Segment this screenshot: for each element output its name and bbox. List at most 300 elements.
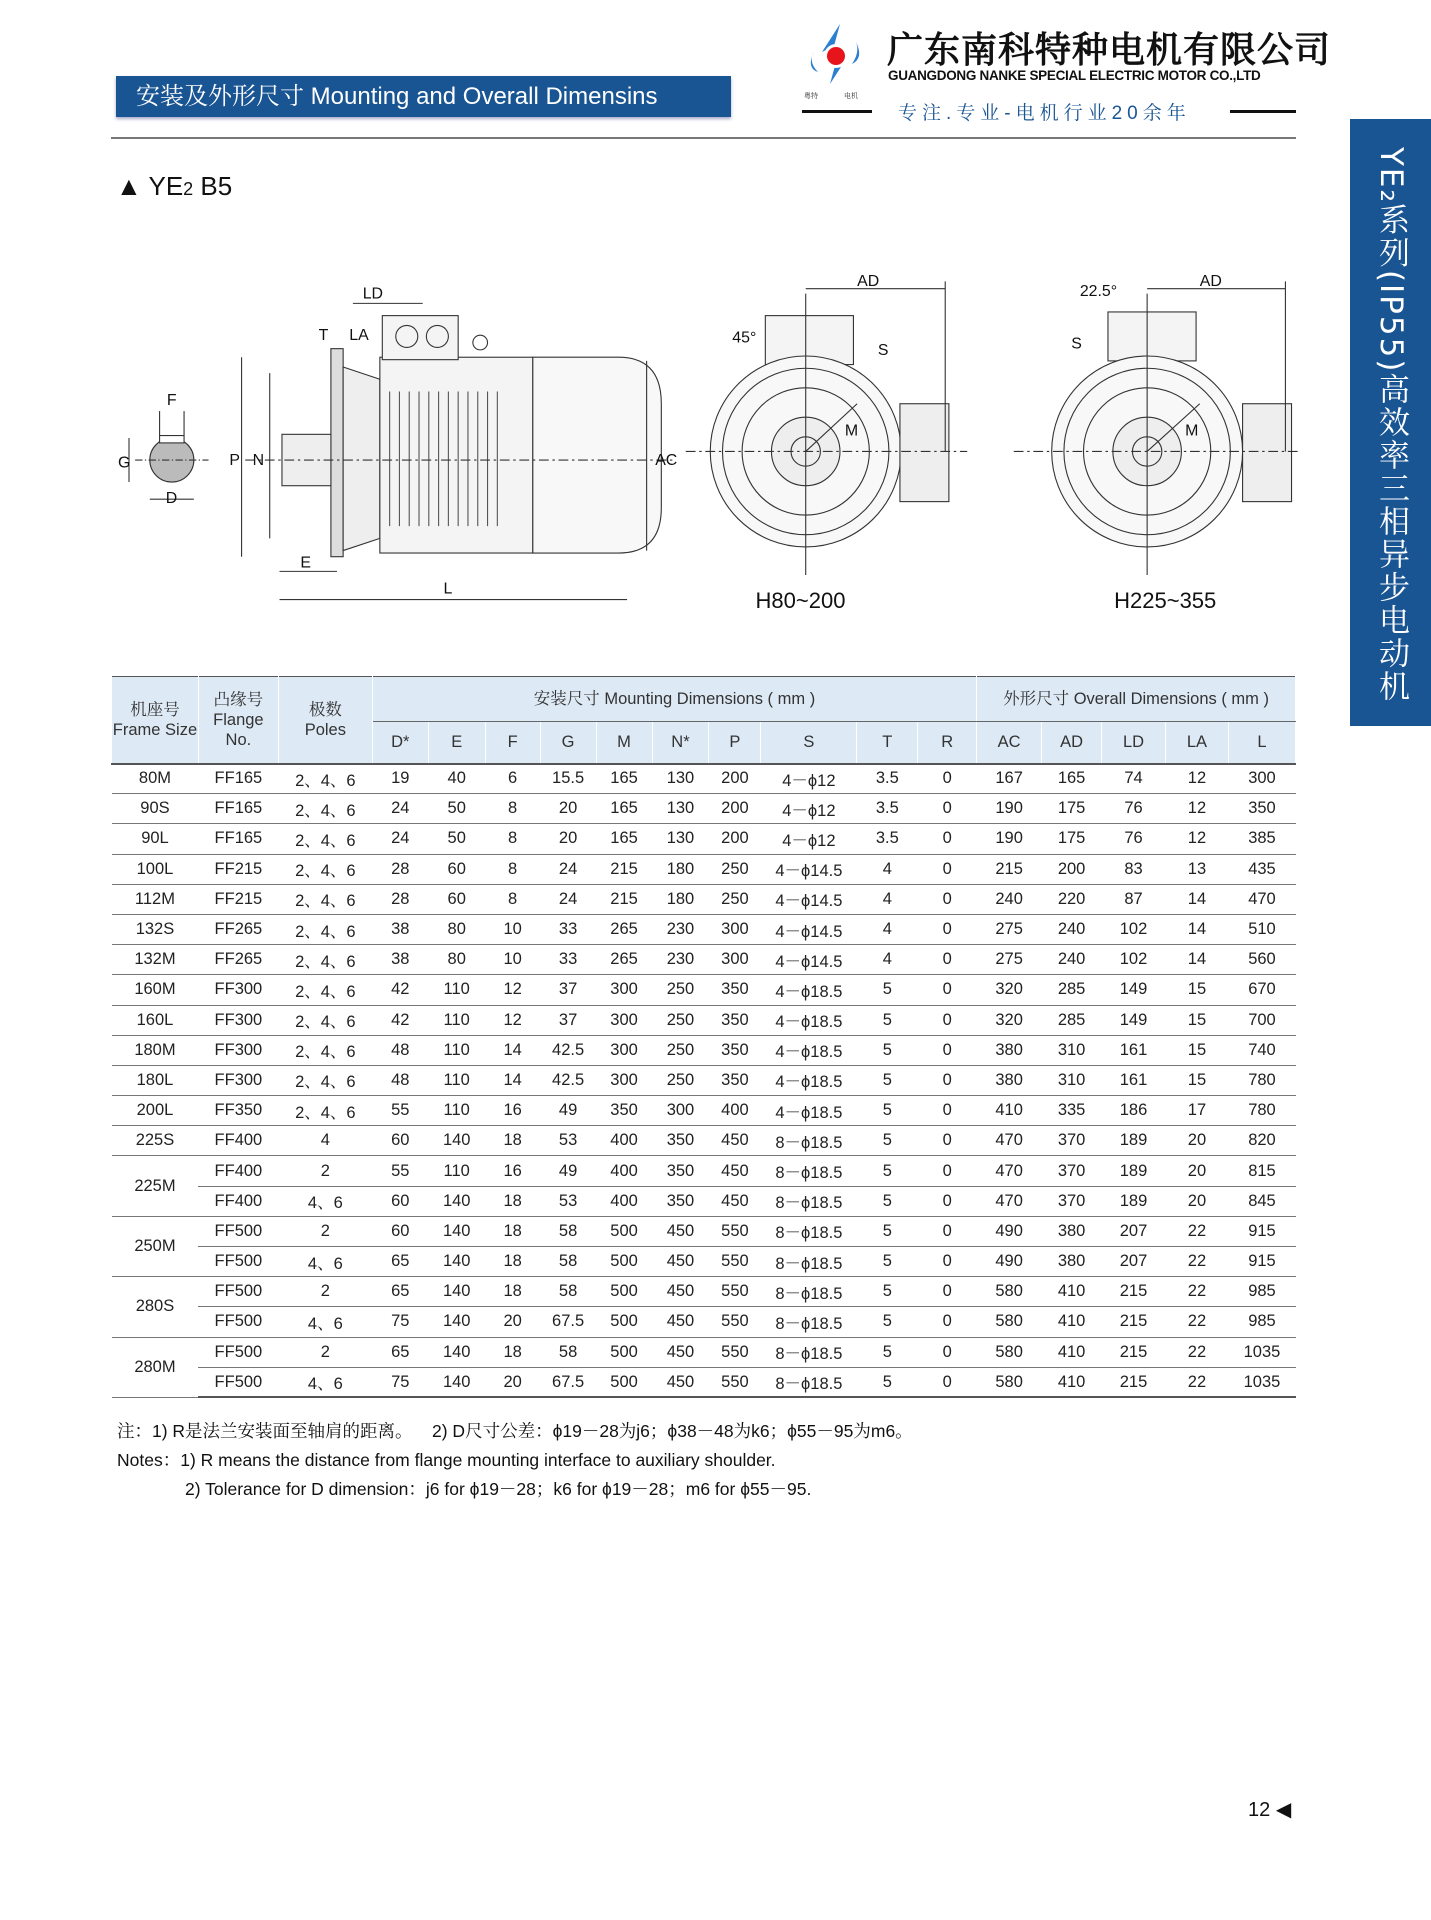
cell-ac: 190 xyxy=(977,794,1042,824)
cell-poles: 2、4、6 xyxy=(278,884,372,914)
cell-f: 18 xyxy=(485,1216,540,1246)
cell-d: 75 xyxy=(372,1307,428,1337)
cell-l: 740 xyxy=(1228,1035,1295,1065)
cell-la: 12 xyxy=(1165,764,1228,794)
cell-ld: 149 xyxy=(1102,975,1166,1005)
cell-frame-size: 100L xyxy=(112,854,199,884)
cell-t: 5 xyxy=(857,975,918,1005)
cell-flange: FF300 xyxy=(198,975,278,1005)
cell-poles: 2、4、6 xyxy=(278,1005,372,1035)
cell-s: 8－ϕ18.5 xyxy=(761,1367,857,1397)
cell-la: 15 xyxy=(1165,1035,1228,1065)
cell-ad: 285 xyxy=(1042,1005,1102,1035)
cell-ld: 215 xyxy=(1102,1367,1166,1397)
cell-m: 500 xyxy=(596,1216,652,1246)
cell-l: 985 xyxy=(1228,1307,1295,1337)
cell-ld: 215 xyxy=(1102,1337,1166,1367)
cell-ld: 207 xyxy=(1102,1216,1166,1246)
cell-r: 0 xyxy=(918,1367,977,1397)
cell-g: 58 xyxy=(540,1337,596,1367)
cell-la: 20 xyxy=(1165,1156,1228,1186)
cell-la: 22 xyxy=(1165,1216,1228,1246)
page-marker-icon: ◀ xyxy=(1275,1799,1292,1821)
cell-flange: FF300 xyxy=(198,1005,278,1035)
cell-ac: 470 xyxy=(977,1186,1042,1216)
cell-d: 75 xyxy=(372,1367,428,1397)
cell-ad: 240 xyxy=(1042,914,1102,944)
cell-poles: 2、4、6 xyxy=(278,764,372,794)
cell-t: 5 xyxy=(857,1337,918,1367)
cell-e: 40 xyxy=(428,764,485,794)
cell-f: 10 xyxy=(485,914,540,944)
cell-s: 4－ϕ18.5 xyxy=(761,1005,857,1035)
cell-d: 55 xyxy=(372,1156,428,1186)
cell-f: 6 xyxy=(485,764,540,794)
cell-m: 215 xyxy=(596,854,652,884)
cell-s: 4－ϕ12 xyxy=(761,794,857,824)
cell-d: 19 xyxy=(372,764,428,794)
cell-m: 400 xyxy=(596,1126,652,1156)
cell-ac: 380 xyxy=(977,1035,1042,1065)
cell-t: 5 xyxy=(857,1216,918,1246)
label-E: E xyxy=(300,554,311,572)
header-overall: 外形尺寸 Overall Dimensions ( mm ) xyxy=(977,677,1296,722)
cell-flange: FF265 xyxy=(198,945,278,975)
cell-p: 550 xyxy=(709,1367,761,1397)
cell-f: 20 xyxy=(485,1367,540,1397)
cell-la: 12 xyxy=(1165,824,1228,854)
cell-l: 915 xyxy=(1228,1247,1295,1277)
column-header-n: N* xyxy=(652,722,709,764)
cell-d: 38 xyxy=(372,945,428,975)
cell-r: 0 xyxy=(918,1156,977,1186)
cell-s: 8－ϕ18.5 xyxy=(761,1247,857,1277)
cell-m: 165 xyxy=(596,824,652,854)
cell-e: 80 xyxy=(428,945,485,975)
cell-ld: 76 xyxy=(1102,794,1166,824)
label-22-5deg: 22.5° xyxy=(1079,283,1118,301)
table-row xyxy=(112,1367,1296,1397)
cell-e: 140 xyxy=(428,1126,485,1156)
cell-ld: 76 xyxy=(1102,824,1166,854)
cell-f: 14 xyxy=(485,1065,540,1095)
table-row xyxy=(112,794,1296,824)
cell-p: 350 xyxy=(709,1065,761,1095)
cell-l: 780 xyxy=(1228,1065,1295,1095)
table-row xyxy=(112,1156,1296,1186)
cell-s: 4－ϕ14.5 xyxy=(761,914,857,944)
cell-t: 5 xyxy=(857,1126,918,1156)
column-header-p: P xyxy=(709,722,761,764)
cell-t: 3.5 xyxy=(857,824,918,854)
column-header-f: F xyxy=(485,722,540,764)
cell-la: 22 xyxy=(1165,1247,1228,1277)
cell-g: 24 xyxy=(540,854,596,884)
cell-d: 24 xyxy=(372,824,428,854)
cell-frame-size: 132S xyxy=(112,914,199,944)
cell-ad: 370 xyxy=(1042,1186,1102,1216)
cell-n: 300 xyxy=(652,1096,709,1126)
cell-s: 8－ϕ18.5 xyxy=(761,1307,857,1337)
label-AD: AD xyxy=(857,273,880,291)
cell-e: 140 xyxy=(428,1247,485,1277)
column-header-g: G xyxy=(540,722,596,764)
note-en-2: 2) Tolerance for D dimension：j6 for ϕ19－28；k6 for ϕ19－28；m6 for ϕ55－95. xyxy=(185,1479,812,1499)
cell-poles: 2、4、6 xyxy=(278,794,372,824)
cell-flange: FF400 xyxy=(198,1156,278,1186)
cell-l: 815 xyxy=(1228,1156,1295,1186)
cell-e: 110 xyxy=(428,1065,485,1095)
cell-poles: 2、4、6 xyxy=(278,1035,372,1065)
cell-r: 0 xyxy=(918,914,977,944)
cell-flange: FF350 xyxy=(198,1096,278,1126)
cell-n: 350 xyxy=(652,1186,709,1216)
cell-m: 165 xyxy=(596,794,652,824)
cell-g: 20 xyxy=(540,824,596,854)
cell-r: 0 xyxy=(918,1247,977,1277)
cell-frame-size: 132M xyxy=(112,945,199,975)
cell-l: 700 xyxy=(1228,1005,1295,1035)
cell-frame-size: 112M xyxy=(112,884,199,914)
table-row xyxy=(112,764,1296,794)
cell-flange: FF165 xyxy=(198,824,278,854)
label-45deg: 45° xyxy=(732,329,757,347)
company-name-cn: 广东南科特种电机有限公司 xyxy=(887,30,1332,71)
cell-p: 350 xyxy=(709,1035,761,1065)
cell-d: 65 xyxy=(372,1337,428,1367)
cell-p: 200 xyxy=(709,824,761,854)
cell-poles: 2 xyxy=(278,1277,372,1307)
cell-n: 130 xyxy=(652,794,709,824)
cell-m: 300 xyxy=(596,1035,652,1065)
cell-flange: FF300 xyxy=(198,1035,278,1065)
cell-g: 37 xyxy=(540,975,596,1005)
model-sub: 2 xyxy=(183,179,194,199)
cell-frame-size: 80M xyxy=(112,764,199,794)
cell-r: 0 xyxy=(918,1005,977,1035)
label-F: F xyxy=(166,391,177,409)
cell-l: 780 xyxy=(1228,1096,1295,1126)
label-M-large: M xyxy=(1185,422,1199,440)
cell-poles: 4、6 xyxy=(278,1367,372,1397)
cell-ad: 370 xyxy=(1042,1126,1102,1156)
cell-m: 400 xyxy=(596,1156,652,1186)
cell-g: 53 xyxy=(540,1186,596,1216)
cell-f: 8 xyxy=(485,794,540,824)
cell-frame-size: 160M xyxy=(112,975,199,1005)
label-LA: LA xyxy=(349,327,369,345)
cell-r: 0 xyxy=(918,764,977,794)
cell-ac: 470 xyxy=(977,1156,1042,1186)
cell-l: 510 xyxy=(1228,914,1295,944)
cell-t: 4 xyxy=(857,945,918,975)
cell-n: 230 xyxy=(652,914,709,944)
page-number: 12 ◀ xyxy=(1248,1799,1292,1821)
cell-d: 60 xyxy=(372,1186,428,1216)
cell-ld: 189 xyxy=(1102,1156,1166,1186)
cell-g: 58 xyxy=(540,1247,596,1277)
cell-m: 215 xyxy=(596,884,652,914)
label-N: N xyxy=(252,451,265,469)
cell-p: 200 xyxy=(709,794,761,824)
cell-ld: 186 xyxy=(1102,1096,1166,1126)
cell-ad: 310 xyxy=(1042,1065,1102,1095)
table-row xyxy=(112,1096,1296,1126)
cell-t: 3.5 xyxy=(857,764,918,794)
cell-p: 400 xyxy=(709,1096,761,1126)
cell-t: 5 xyxy=(857,1096,918,1126)
cell-la: 22 xyxy=(1165,1307,1228,1337)
cell-ac: 240 xyxy=(977,884,1042,914)
column-header-ad: AD xyxy=(1042,722,1102,764)
cell-n: 130 xyxy=(652,764,709,794)
cell-ld: 215 xyxy=(1102,1277,1166,1307)
cell-g: 67.5 xyxy=(540,1307,596,1337)
cell-la: 14 xyxy=(1165,884,1228,914)
caption-h80-200: H80~200 xyxy=(755,588,846,614)
cell-flange: FF500 xyxy=(198,1367,278,1397)
cell-p: 450 xyxy=(709,1186,761,1216)
cell-r: 0 xyxy=(918,1307,977,1337)
cell-e: 140 xyxy=(428,1216,485,1246)
cell-p: 250 xyxy=(709,854,761,884)
cell-poles: 2 xyxy=(278,1216,372,1246)
model-title xyxy=(116,171,232,202)
cell-n: 250 xyxy=(652,1035,709,1065)
cell-flange: FF300 xyxy=(198,1065,278,1095)
svg-text:粤特: 粤特 xyxy=(804,93,818,100)
cell-ad: 380 xyxy=(1042,1216,1102,1246)
cell-frame-size: 280M xyxy=(112,1337,199,1397)
cell-e: 140 xyxy=(428,1337,485,1367)
cell-l: 845 xyxy=(1228,1186,1295,1216)
slogan-line-right xyxy=(1230,110,1296,113)
cell-ad: 410 xyxy=(1042,1277,1102,1307)
cell-la: 17 xyxy=(1165,1096,1228,1126)
cell-p: 450 xyxy=(709,1126,761,1156)
cell-g: 53 xyxy=(540,1126,596,1156)
cell-poles: 2、4、6 xyxy=(278,1065,372,1095)
column-header-d: D* xyxy=(372,722,428,764)
cell-s: 4－ϕ14.5 xyxy=(761,854,857,884)
label-T: T xyxy=(318,327,329,345)
column-header-s: S xyxy=(761,722,857,764)
cell-s: 4－ϕ14.5 xyxy=(761,945,857,975)
cell-flange: FF500 xyxy=(198,1216,278,1246)
cell-g: 15.5 xyxy=(540,764,596,794)
cell-p: 550 xyxy=(709,1307,761,1337)
table-row xyxy=(112,1307,1296,1337)
cell-r: 0 xyxy=(918,945,977,975)
cell-frame-size: 200L xyxy=(112,1096,199,1126)
end-view-small xyxy=(686,281,967,575)
label-G: G xyxy=(117,454,131,472)
cell-ad: 220 xyxy=(1042,884,1102,914)
cell-r: 0 xyxy=(918,884,977,914)
cell-ld: 215 xyxy=(1102,1307,1166,1337)
cell-r: 0 xyxy=(918,1035,977,1065)
cell-f: 12 xyxy=(485,975,540,1005)
cell-ld: 189 xyxy=(1102,1186,1166,1216)
cell-r: 0 xyxy=(918,1065,977,1095)
cell-r: 0 xyxy=(918,1126,977,1156)
cell-m: 400 xyxy=(596,1186,652,1216)
cell-l: 300 xyxy=(1228,764,1295,794)
column-header-ac: AC xyxy=(977,722,1042,764)
cell-g: 58 xyxy=(540,1277,596,1307)
cell-ac: 410 xyxy=(977,1096,1042,1126)
cell-l: 350 xyxy=(1228,794,1295,824)
table-row xyxy=(112,1065,1296,1095)
cell-la: 12 xyxy=(1165,794,1228,824)
cell-t: 5 xyxy=(857,1035,918,1065)
cell-l: 985 xyxy=(1228,1277,1295,1307)
cell-p: 200 xyxy=(709,764,761,794)
cell-p: 550 xyxy=(709,1247,761,1277)
cell-poles: 4、6 xyxy=(278,1186,372,1216)
table-row xyxy=(112,975,1296,1005)
header-frame-size: 机座号 Frame Size xyxy=(112,677,199,764)
cell-l: 560 xyxy=(1228,945,1295,975)
table-row xyxy=(112,1216,1296,1246)
cell-n: 350 xyxy=(652,1156,709,1186)
table-row xyxy=(112,824,1296,854)
cell-ld: 161 xyxy=(1102,1065,1166,1095)
cell-s: 4－ϕ18.5 xyxy=(761,975,857,1005)
cell-la: 14 xyxy=(1165,914,1228,944)
cell-p: 450 xyxy=(709,1156,761,1186)
cell-ad: 175 xyxy=(1042,794,1102,824)
cell-d: 42 xyxy=(372,975,428,1005)
cell-flange: FF400 xyxy=(198,1126,278,1156)
cell-flange: FF400 xyxy=(198,1186,278,1216)
cell-n: 250 xyxy=(652,1005,709,1035)
company-logo xyxy=(800,22,872,102)
label-S: S xyxy=(877,341,889,359)
table-row xyxy=(112,1126,1296,1156)
cell-g: 42.5 xyxy=(540,1035,596,1065)
cell-ad: 410 xyxy=(1042,1367,1102,1397)
cell-f: 8 xyxy=(485,824,540,854)
header-flange: 凸缘号 Flange No. xyxy=(198,677,278,764)
table-row xyxy=(112,884,1296,914)
svg-text:电机: 电机 xyxy=(844,93,858,100)
cell-m: 500 xyxy=(596,1367,652,1397)
cell-l: 435 xyxy=(1228,854,1295,884)
company-name-en: GUANGDONG NANKE SPECIAL ELECTRIC MOTOR CO.,LTD xyxy=(888,68,1261,83)
cell-m: 265 xyxy=(596,945,652,975)
cell-flange: FF500 xyxy=(198,1337,278,1367)
cell-poles: 4、6 xyxy=(278,1307,372,1337)
cell-ad: 165 xyxy=(1042,764,1102,794)
cell-r: 0 xyxy=(918,975,977,1005)
cell-t: 5 xyxy=(857,1307,918,1337)
cell-f: 18 xyxy=(485,1126,540,1156)
cell-m: 500 xyxy=(596,1247,652,1277)
label-P: P xyxy=(229,451,240,469)
label-S-large: S xyxy=(1071,335,1082,353)
cell-frame-size: 90L xyxy=(112,824,199,854)
cell-poles: 2、4、6 xyxy=(278,854,372,884)
cell-f: 18 xyxy=(485,1277,540,1307)
cell-ld: 207 xyxy=(1102,1247,1166,1277)
cell-g: 58 xyxy=(540,1216,596,1246)
cell-e: 50 xyxy=(428,824,485,854)
header-divider xyxy=(111,137,1296,139)
cell-la: 15 xyxy=(1165,975,1228,1005)
cell-n: 450 xyxy=(652,1307,709,1337)
cell-t: 5 xyxy=(857,1247,918,1277)
cell-e: 110 xyxy=(428,975,485,1005)
cell-ad: 380 xyxy=(1042,1247,1102,1277)
cell-f: 8 xyxy=(485,884,540,914)
cell-d: 24 xyxy=(372,794,428,824)
cell-g: 49 xyxy=(540,1096,596,1126)
cell-frame-size: 250M xyxy=(112,1216,199,1276)
cell-s: 4－ϕ18.5 xyxy=(761,1096,857,1126)
cell-ld: 102 xyxy=(1102,914,1166,944)
cell-n: 230 xyxy=(652,945,709,975)
cell-m: 265 xyxy=(596,914,652,944)
cell-f: 18 xyxy=(485,1186,540,1216)
cell-l: 1035 xyxy=(1228,1337,1295,1367)
cell-la: 20 xyxy=(1165,1126,1228,1156)
cell-s: 8－ϕ18.5 xyxy=(761,1186,857,1216)
label-M: M xyxy=(844,422,859,440)
cell-p: 550 xyxy=(709,1277,761,1307)
cell-flange: FF165 xyxy=(198,764,278,794)
cell-ac: 490 xyxy=(977,1247,1042,1277)
cell-s: 4－ϕ12 xyxy=(761,764,857,794)
cell-r: 0 xyxy=(918,1186,977,1216)
cell-e: 110 xyxy=(428,1096,485,1126)
cell-m: 350 xyxy=(596,1096,652,1126)
cell-s: 4－ϕ14.5 xyxy=(761,884,857,914)
cell-d: 48 xyxy=(372,1035,428,1065)
cell-m: 300 xyxy=(596,975,652,1005)
cell-s: 8－ϕ18.5 xyxy=(761,1277,857,1307)
cell-n: 250 xyxy=(652,975,709,1005)
cell-flange: FF500 xyxy=(198,1277,278,1307)
cell-la: 15 xyxy=(1165,1005,1228,1035)
cell-g: 49 xyxy=(540,1156,596,1186)
cell-p: 550 xyxy=(709,1216,761,1246)
cell-n: 450 xyxy=(652,1367,709,1397)
column-header-m: M xyxy=(596,722,652,764)
cell-l: 670 xyxy=(1228,975,1295,1005)
cell-ad: 410 xyxy=(1042,1337,1102,1367)
table-row xyxy=(112,1186,1296,1216)
cell-r: 0 xyxy=(918,1216,977,1246)
cell-t: 5 xyxy=(857,1367,918,1397)
column-header-la: LA xyxy=(1165,722,1228,764)
cell-flange: FF215 xyxy=(198,854,278,884)
cell-t: 5 xyxy=(857,1277,918,1307)
cell-f: 18 xyxy=(485,1337,540,1367)
cell-r: 0 xyxy=(918,824,977,854)
cell-e: 110 xyxy=(428,1156,485,1186)
cell-l: 820 xyxy=(1228,1126,1295,1156)
cell-frame-size: 90S xyxy=(112,794,199,824)
cell-m: 500 xyxy=(596,1307,652,1337)
cell-d: 65 xyxy=(372,1277,428,1307)
cell-poles: 4、6 xyxy=(278,1247,372,1277)
cell-t: 5 xyxy=(857,1065,918,1095)
cell-g: 33 xyxy=(540,914,596,944)
cell-ld: 83 xyxy=(1102,854,1166,884)
table-row xyxy=(112,1247,1296,1277)
model-suffix: B5 xyxy=(193,171,233,201)
